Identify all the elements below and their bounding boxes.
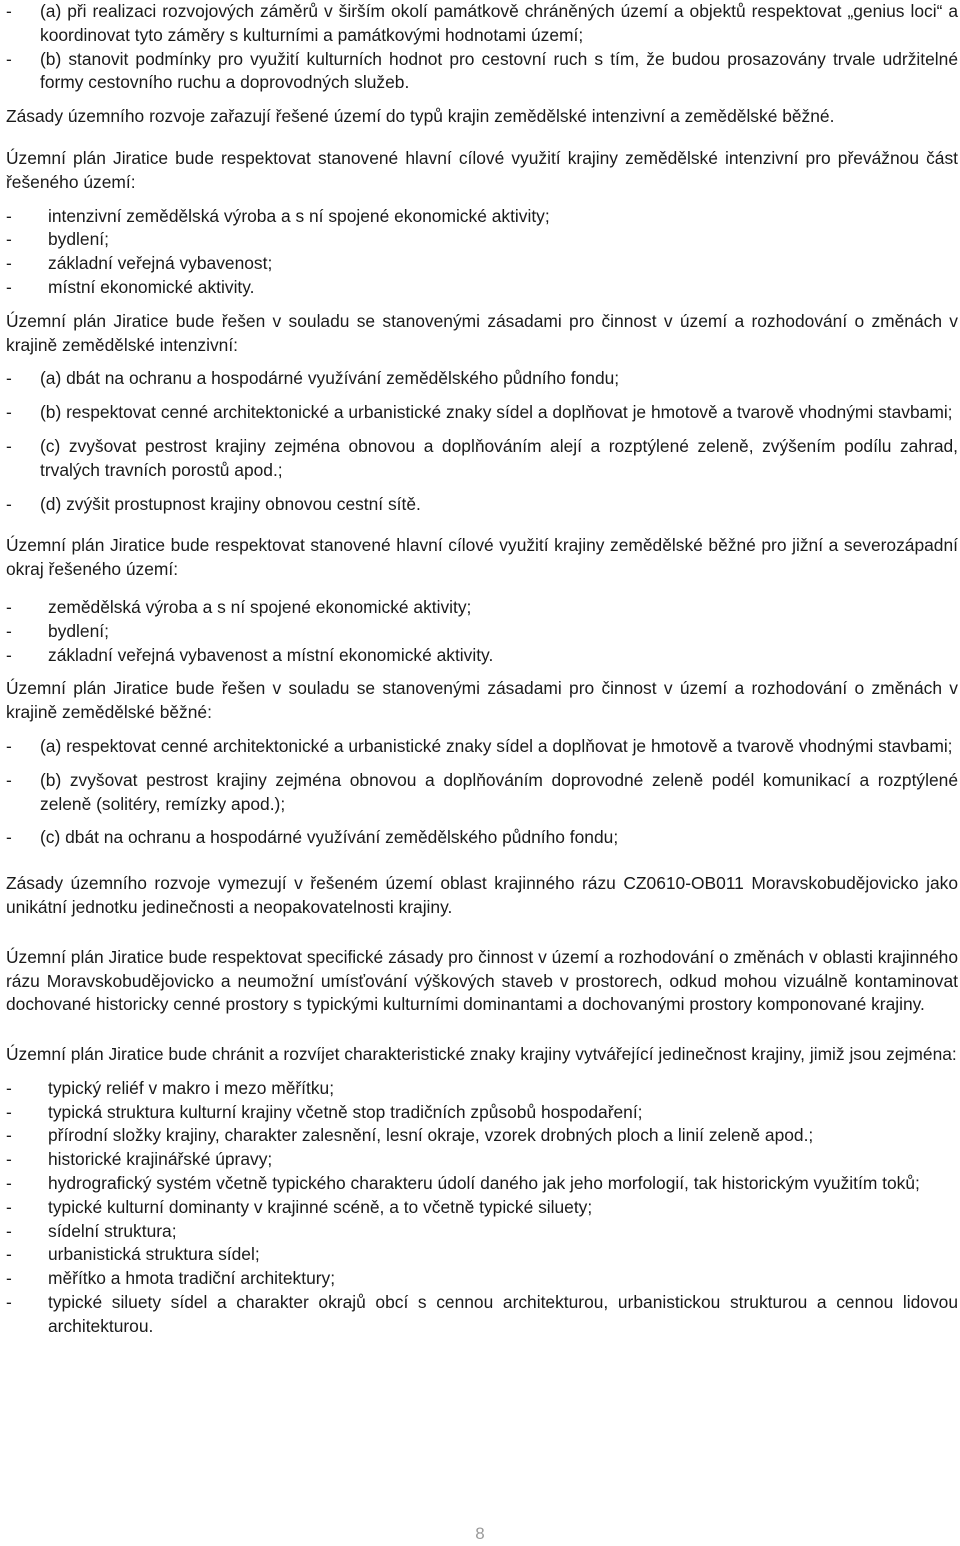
- list-characteristic-features: [6, 1077, 958, 1339]
- list-item: - (b) stanovit podmínky pro využití kulturních hodnot pro cestovní ruch s tím, že budou prosazovány trvale udržitelné formy cestovního ruchu a doprovodných služeb.: [6, 48, 958, 96]
- list-item: - (b) respektovat cenné architektonické a urbanistické znaky sídel a doplňovat je hmotově a tvarově vhodnými stavbami;: [6, 401, 958, 425]
- paragraph-specific-principles: Územní plán Jiratice bude respektovat specifické zásady pro činnost v území a rozhodování o změnách v oblasti krajinného rázu Moravskobudějovicko a neumožní umísťování výškových staveb v prostorech, odkud mohou vizuálně kontaminovat dochované historicky cenné prostory s typickými kulturními dominantami a dochovanými prostory komponované krajiny.: [6, 946, 958, 1015]
- page-number: 8: [475, 1524, 485, 1543]
- paragraph-common-usage: Územní plán Jiratice bude respektovat stanovené hlavní cílové využití krajiny zemědělské běžné pro jižní a severozápadní okraj řešeného území:: [6, 535, 958, 580]
- list-item: - typické kulturní dominanty v krajinné scéně, a to včetně typické siluety;: [6, 1196, 958, 1220]
- list-common-usage: [6, 596, 958, 667]
- list-item: - (b) zvyšovat pestrost krajiny zejména obnovou a doplňováním doprovodné zeleně podél komunikací a rozptýlené zeleně (solitéry, remízky apod.);: [6, 769, 958, 817]
- list-item: - intenzivní zemědělská výroba a s ní spojené ekonomické aktivity;: [6, 205, 958, 229]
- paragraph-landscape-types: Zásady územního rozvoje zařazují řešené území do typů krajin zemědělské intenzivní a zemědělské běžné.: [6, 106, 835, 127]
- list-item: - bydlení;: [6, 620, 958, 644]
- list-item: - měřítko a hmota tradiční architektury;: [6, 1267, 958, 1291]
- list-intensive-principles: [6, 367, 958, 516]
- list-item: - urbanistická struktura sídel;: [6, 1243, 958, 1267]
- paragraph-landscape-character-area: Zásady územního rozvoje vymezují v řešeném území oblast krajinného rázu CZ0610-OB011 Moravskobudějovicko jako unikátní jednotku jedinečnosti a neopakovatelnosti krajiny.: [6, 873, 958, 917]
- list-item: - typická struktura kulturní krajiny včetně stop tradičních způsobů hospodaření;: [6, 1101, 958, 1125]
- paragraph-characteristic-features: Územní plán Jiratice bude chránit a rozvíjet charakteristické znaky krajiny vytvářející jedinečnost krajiny, jimiž jsou zejména:: [6, 1044, 957, 1065]
- list-item: - sídelní struktura;: [6, 1220, 958, 1244]
- list-item: - typický reliéf v makro i mezo měřítku;: [6, 1077, 958, 1101]
- document-page: [6, 0, 958, 1339]
- list-item: - hydrografický systém včetně typického charakteru údolí daného jak jeho morfologií, tak historickým využitím toků;: [6, 1172, 958, 1196]
- list-common-principles: [6, 735, 958, 850]
- list-item: - historické krajinářské úpravy;: [6, 1148, 958, 1172]
- list-item: - (a) při realizaci rozvojových záměrů v širším okolí památkově chráněných území a objektů respektovat „genius loci“ a koordinovat tyto záměry s kulturními a památkovými hodnotami území;: [6, 0, 958, 48]
- list-item: - bydlení;: [6, 228, 958, 252]
- list-item: - (c) dbát na ochranu a hospodárné využívání zemědělského půdního fondu;: [6, 826, 958, 850]
- list-intensive-usage: [6, 205, 958, 300]
- list-cultural-values: [6, 0, 958, 95]
- list-item: - (c) zvyšovat pestrost krajiny zejména obnovou a doplňováním alejí a rozptýlené zeleně, zvýšením podílu zahrad, trvalých travních porostů apod.;: [6, 435, 958, 483]
- list-item: - místní ekonomické aktivity.: [6, 276, 958, 300]
- paragraph-intensive-principles: Územní plán Jiratice bude řešen v souladu se stanovenými zásadami pro činnost v území a rozhodování o změnách v krajině zemědělské intenzivní:: [6, 310, 958, 355]
- paragraph-common-principles: Územní plán Jiratice bude řešen v souladu se stanovenými zásadami pro činnost v území a rozhodování o změnách v krajině zemědělské běžné:: [6, 678, 958, 723]
- list-item: - (d) zvýšit prostupnost krajiny obnovou cestní sítě.: [6, 493, 958, 517]
- list-item: - přírodní složky krajiny, charakter zalesnění, lesní okraje, vzorek drobných ploch a linií zeleně apod.;: [6, 1124, 958, 1148]
- list-item: - typické siluety sídel a charakter okrajů obcí s cennou architekturou, urbanistickou strukturou a cennou lidovou architekturou.: [6, 1291, 958, 1339]
- list-item: - zemědělská výroba a s ní spojené ekonomické aktivity;: [6, 596, 958, 620]
- paragraph-intensive-usage: Územní plán Jiratice bude respektovat stanovené hlavní cílové využití krajiny zemědělské intenzivní pro převážnou část řešeného území:: [6, 147, 958, 192]
- list-item: - základní veřejná vybavenost a místní ekonomické aktivity.: [6, 644, 958, 668]
- list-item: - (a) dbát na ochranu a hospodárné využívání zemědělského půdního fondu;: [6, 367, 958, 391]
- list-item: - základní veřejná vybavenost;: [6, 252, 958, 276]
- list-item: - (a) respektovat cenné architektonické a urbanistické znaky sídel a doplňovat je hmotově a tvarově vhodnými stavbami;: [6, 735, 958, 759]
